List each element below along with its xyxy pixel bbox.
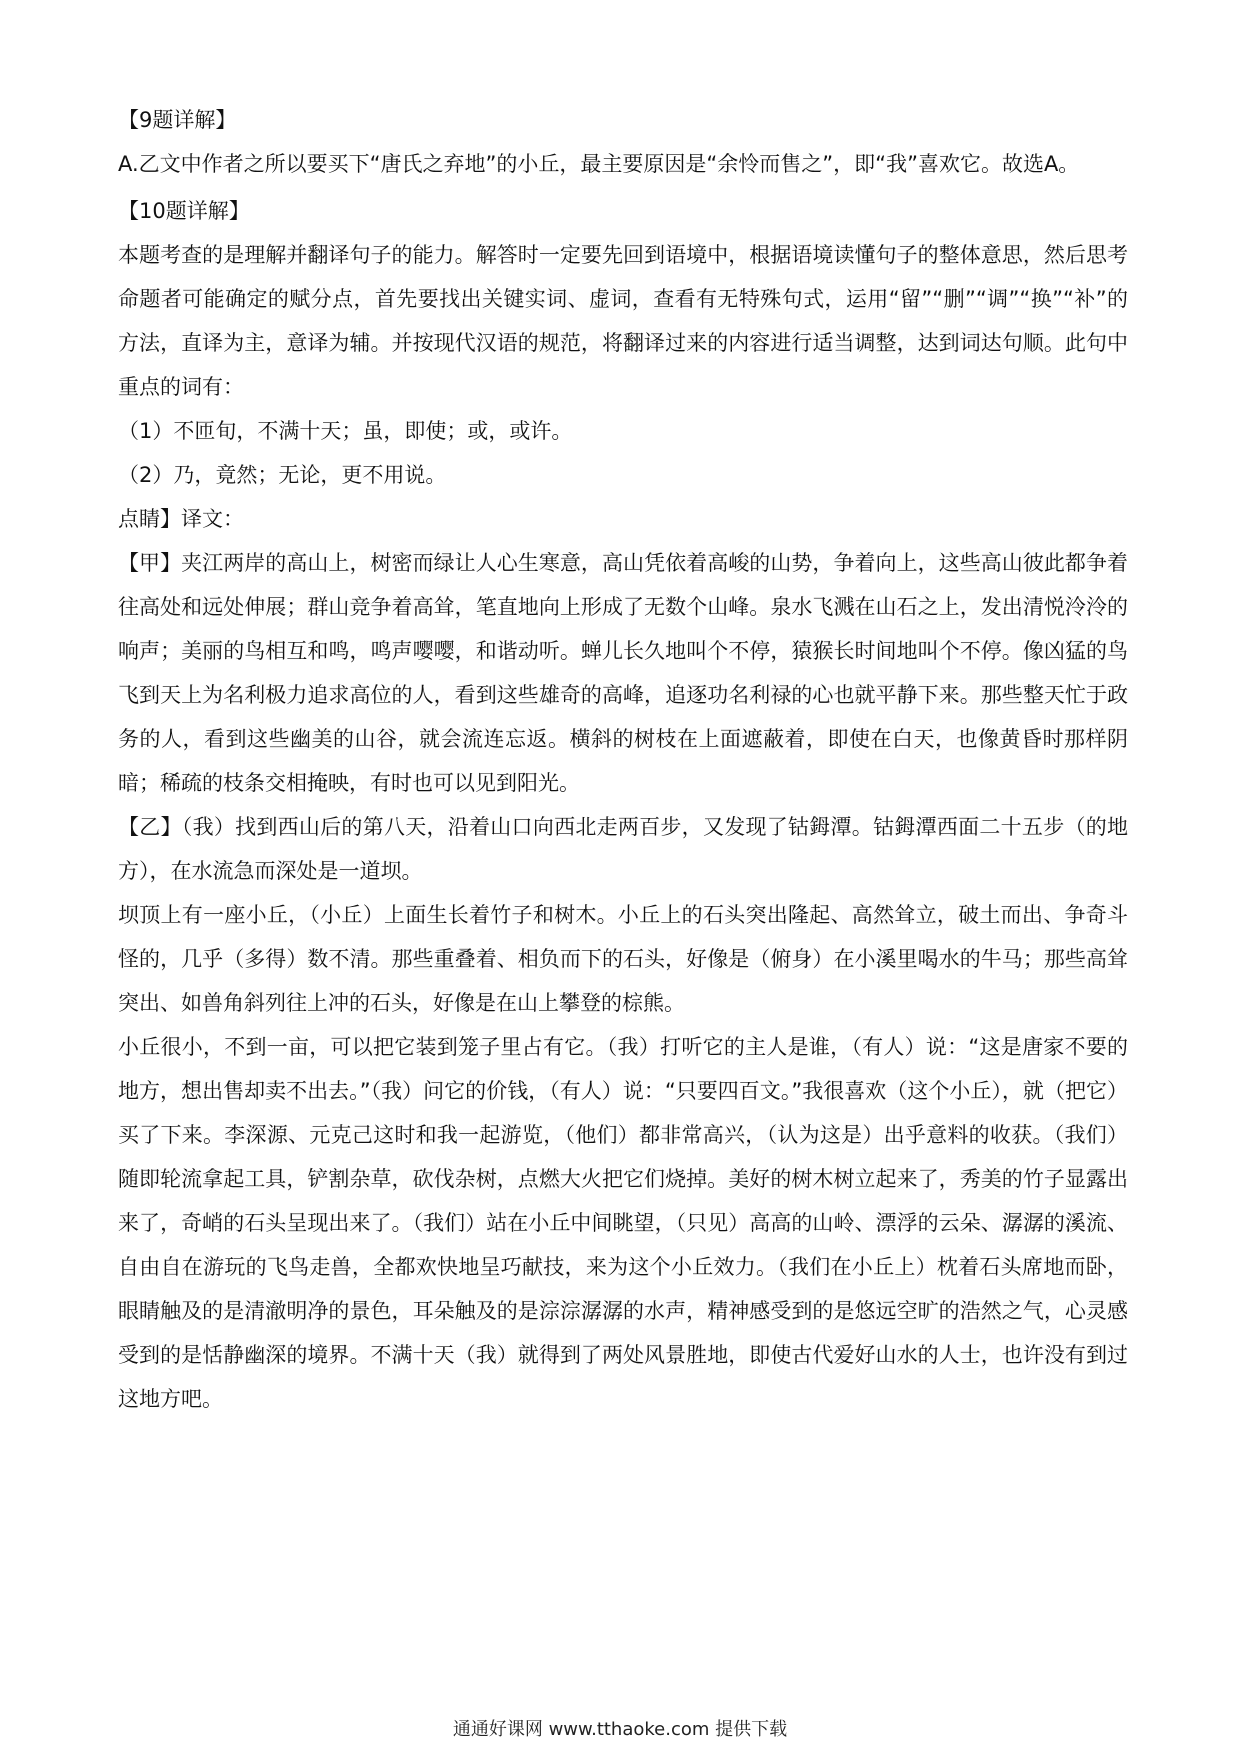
q10-explanation: 本题考查的是理解并翻译句子的能力。解答时一定要先回到语境中，根据语境读懂句子的整体意思，然后思考命题者可能确定的赋分点，首先要找出关键实词、虚词，查看有无特殊句式，运用“留”“删”“调”“换”“补”的方法，直译为主，意译为辅。并按现代汉语的规范，将翻译过来的内容进行适当调整，达到词达句顺。此句中重点的词有：: [118, 243, 1128, 399]
page-footer: 通通好课网 www.tthaoke.com 提供下载: [452, 1719, 788, 1740]
translation-jia: 【甲】夹江两岸的高山上，树密而绿让人心生寒意，高山凭依着高峻的山势，争着向上，这些高山彼此都争着往高处和远处伸展；群山竞争着高耸，笔直地向上形成了无数个山峰。泉水飞溅在山石之上，发出清悦泠泠的响声；美丽的鸟相互和鸣，鸣声嘤嘤，和谐动听。蝉儿长久地叫个不停，猿猴长时间地叫个不停。像凶猛的鸟飞到天上为名利极力追求高位的人，看到这些雄奇的高峰，追逐功名利禄的心也就平静下来。那些整天忙于政务的人，看到这些幽美的山谷，就会流连忘返。横斜的树枝在上面遮蔽着，即使在白天，也像黄昏时那样阴暗；稀疏的枝条交相掩映，有时也可以见到阳光。: [118, 551, 1128, 795]
document-body: [118, 98, 1128, 1421]
key-words-2: （2）乃，竟然；无论，更不用说。: [118, 463, 447, 487]
key-words-1: （1）不匝旬，不满十天；虽，即使；或，或许。: [118, 419, 573, 443]
translation-yi-hill: 坝顶上有一座小丘，（小丘）上面生长着竹子和树木。小丘上的石头突出隆起、高然耸立，破土而出、争奇斗怪的，几乎（多得）数不清。那些重叠着、相负而下的石头，好像是（俯身）在小溪里喝水的牛马；那些高耸突出、如兽角斜列往上冲的石头，好像是在山上攀登的棕熊。: [118, 903, 1128, 1015]
translation-yi-purchase: 小丘很小，不到一亩，可以把它装到笼子里占有它。（我）打听它的主人是谁，（有人）说：“这是唐家不要的地方，想出售却卖不出去。”（我）问它的价钱，（有人）说：“只要四百文。”我很喜欢（这个小丘），就（把它）买了下来。李深源、元克己这时和我一起游览，（他们）都非常高兴，（认为这是）出乎意料的收获。（我们）随即轮流拿起工具，铲割杂草，砍伐杂树，点燃大火把它们烧掉。美好的树木树立起来了，秀美的竹子显露出来了，奇峭的石头呈现出来了。（我们）站在小丘中间眺望，（只见）高高的山岭、漂浮的云朵、潺潺的溪流、自由自在游玩的飞鸟走兽，全都欢快地呈巧献技，来为这个小丘效力。（我们在小丘上）枕着石头席地而卧，眼睛触及的是清澈明净的景色，耳朵触及的是淙淙潺潺的水声，精神感受到的是悠远空旷的浩然之气，心灵感受到的是恬静幽深的境界。不满十天（我）就得到了两处风景胜地，即使古代爱好山水的人士，也许没有到过这地方吧。: [118, 1035, 1128, 1411]
q9-heading: 【9题详解】: [118, 108, 237, 132]
translation-heading: 点睛】译文：: [118, 507, 244, 531]
q9-answer: A.乙文中作者之所以要买下“唐氏之弃地”的小丘，最主要原因是“余怜而售之”，即“我”喜欢它。故选A。: [118, 152, 1080, 176]
q10-heading: 【10题详解】: [118, 199, 250, 223]
translation-yi-intro: 【乙】（我）找到西山后的第八天，沿着山口向西北走两百步，又发现了钴鉧潭。钴鉧潭西面二十五步（的地方），在水流急而深处是一道坝。: [118, 815, 1128, 883]
